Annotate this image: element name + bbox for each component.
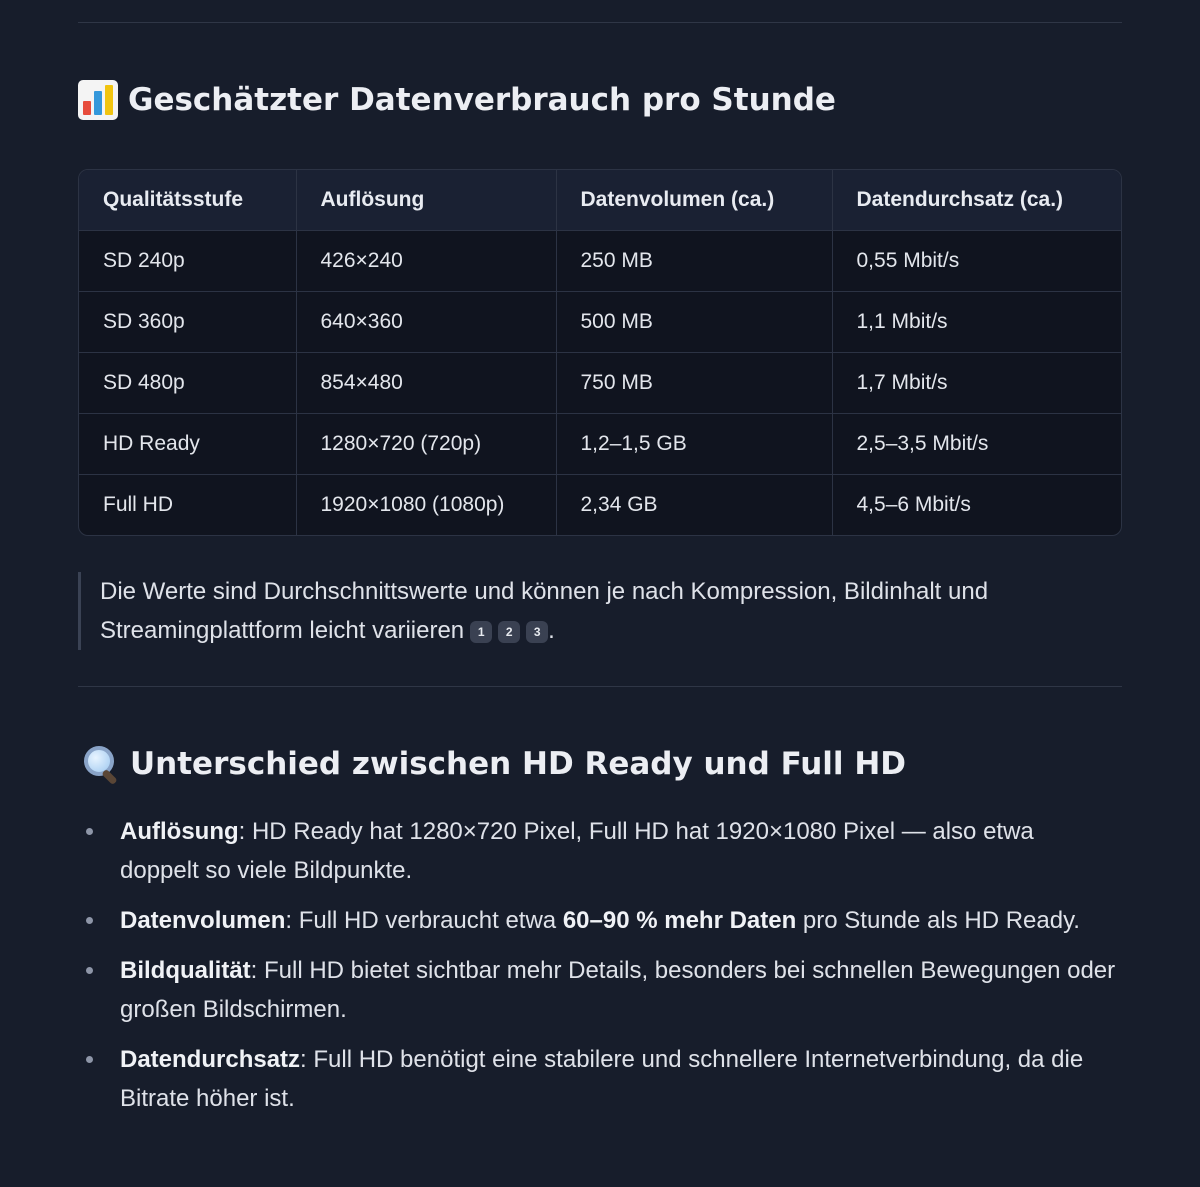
cell-resolution: 640×360: [296, 292, 556, 353]
cell-throughput: 0,55 Mbit/s: [832, 231, 1121, 292]
cell-volume: 250 MB: [556, 231, 832, 292]
list-item: [78, 951, 1118, 1029]
cell-volume: 500 MB: [556, 292, 832, 353]
list-item-term: Auflösung: [120, 818, 239, 845]
cell-resolution: 1280×720 (720p): [296, 414, 556, 475]
citation-badge-2[interactable]: 2: [498, 621, 520, 643]
list-item: [78, 812, 1118, 890]
cell-volume: 2,34 GB: [556, 475, 832, 536]
bullet-dot-icon: [86, 828, 93, 835]
list-item-term: Bildqualität: [120, 957, 251, 984]
difference-list: [78, 812, 1118, 1129]
cell-quality: Full HD: [79, 475, 296, 536]
note-suffix: .: [548, 617, 555, 644]
list-item-term: Datendurchsatz: [120, 1046, 301, 1073]
list-item: [78, 901, 1118, 940]
list-item-text: : Full HD benötigt eine stabilere und schnellere Internetverbindung, da die Bitrate höher ist.: [120, 1046, 1084, 1112]
list-item-emphasis: 60–90 % mehr Daten: [562, 907, 797, 934]
magnifier-icon: [78, 742, 122, 786]
bullet-dot-icon: [86, 917, 93, 924]
header-throughput: Datendurchsatz (ca.): [832, 170, 1121, 231]
table-row: [79, 414, 1121, 475]
cell-resolution: 1920×1080 (1080p): [296, 475, 556, 536]
bar-chart-icon: [78, 80, 118, 120]
section-heading-difference: [78, 742, 906, 786]
table-header-row: [79, 170, 1121, 231]
list-item: [78, 1040, 1118, 1118]
cell-quality: SD 480p: [79, 353, 296, 414]
list-item-text: : Full HD verbraucht etwa: [285, 907, 563, 934]
divider-top: [78, 22, 1122, 23]
table-row: [79, 353, 1121, 414]
list-item-term: Datenvolumen: [120, 907, 286, 934]
section-title: Unterschied zwischen HD Ready und Full HD: [130, 746, 907, 782]
cell-quality: SD 240p: [79, 231, 296, 292]
citation-badge-1[interactable]: 1: [470, 621, 492, 643]
cell-volume: 750 MB: [556, 353, 832, 414]
note-blockquote: [78, 572, 1140, 650]
list-item-text: pro Stunde als HD Ready.: [796, 907, 1080, 934]
header-resolution: Auflösung: [296, 170, 556, 231]
list-item-text: : HD Ready hat 1280×720 Pixel, Full HD hat 1920×1080 Pixel — also etwa doppelt so viele Bildpunkte.: [120, 818, 1034, 884]
table-row: [79, 475, 1121, 536]
section-title: Geschätzter Datenverbrauch pro Stunde: [128, 82, 836, 118]
table-row: [79, 292, 1121, 353]
cell-resolution: 426×240: [296, 231, 556, 292]
header-volume: Datenvolumen (ca.): [556, 170, 832, 231]
cell-quality: SD 360p: [79, 292, 296, 353]
note-text: Die Werte sind Durchschnittswerte und können je nach Kompression, Bildinhalt und Streamingplattform leicht variieren: [100, 578, 989, 644]
cell-throughput: 4,5–6 Mbit/s: [856, 493, 971, 516]
cell-resolution: 854×480: [296, 353, 556, 414]
bullet-dot-icon: [86, 967, 93, 974]
divider-middle: [78, 686, 1122, 687]
data-usage-table: [78, 169, 1122, 536]
bullet-dot-icon: [86, 1056, 93, 1063]
table-row: [79, 231, 1121, 292]
section-heading-data-usage: [78, 80, 836, 120]
header-quality: Qualitätsstufe: [79, 170, 296, 231]
cell-volume: 1,2–1,5 GB: [556, 414, 832, 475]
cell-quality: HD Ready: [79, 414, 296, 475]
cell-throughput: 1,1 Mbit/s: [832, 292, 1121, 353]
cell-throughput: 1,7 Mbit/s: [832, 353, 1121, 414]
citation-badge-3[interactable]: 3: [526, 621, 548, 643]
cell-throughput: 2,5–3,5 Mbit/s: [832, 414, 1121, 475]
list-item-text: : Full HD bietet sichtbar mehr Details, besonders bei schnellen Bewegungen oder großen Bildschirmen.: [120, 957, 1116, 1023]
